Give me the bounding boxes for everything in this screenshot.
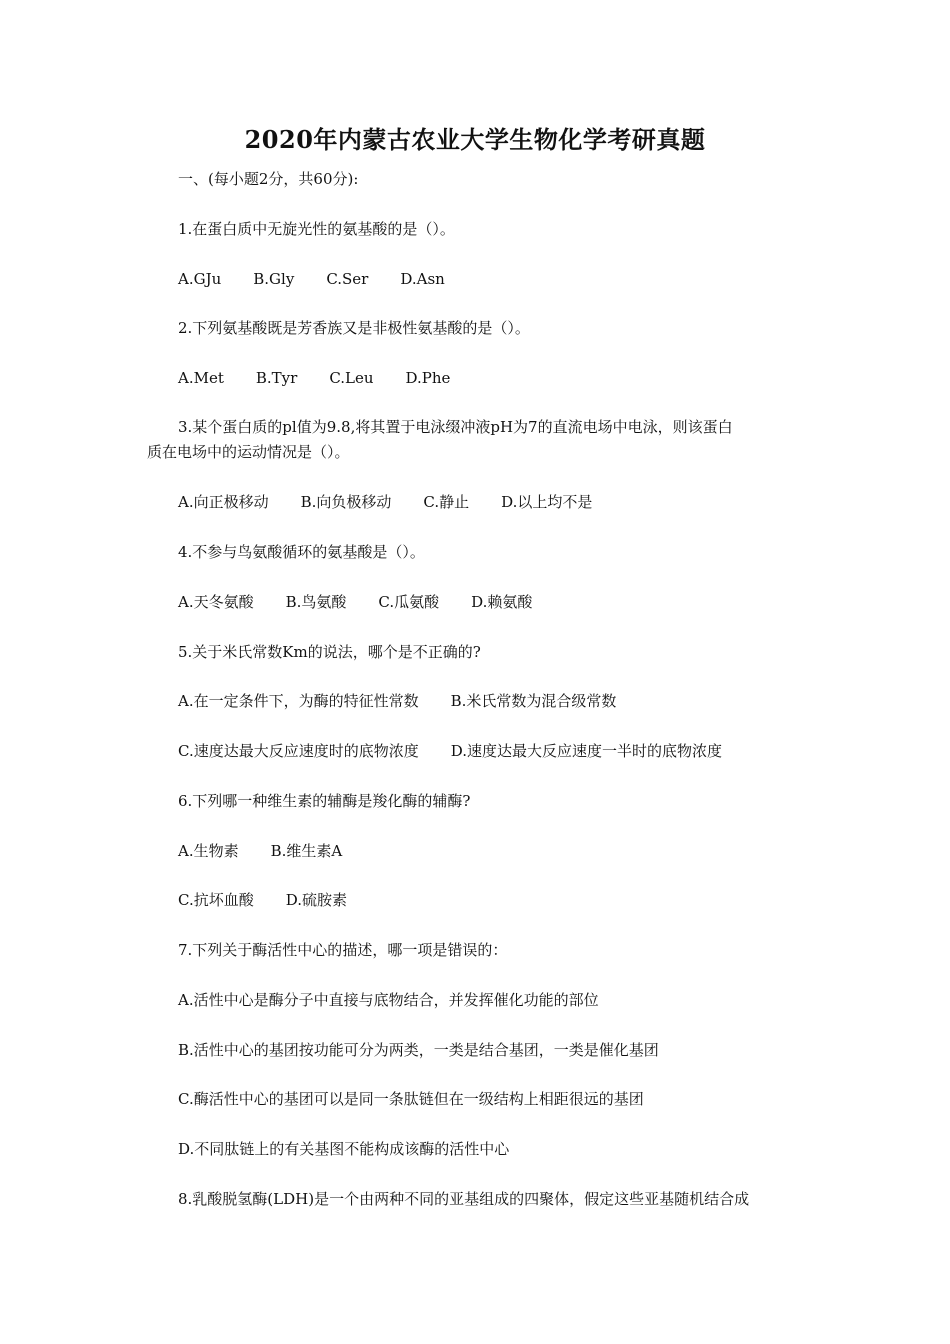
- q5-option-a: A.在一定条件下，为酶的特征性常数: [178, 692, 419, 710]
- q7-option-a: A.活性中心是酶分子中直接与底物结合，并发挥催化功能的部位: [178, 991, 599, 1009]
- question-2-options: [178, 366, 450, 390]
- q4-option-d: D.赖氨酸: [471, 593, 533, 611]
- question-6-text: 6.下列哪一种维生素的辅酶是羧化酶的辅酶?: [178, 792, 471, 810]
- q1-option-d: D.Asn: [400, 270, 445, 288]
- q2-option-c: C.Leu: [329, 369, 374, 387]
- q3-option-d: D.以上均不是: [501, 493, 593, 511]
- q6-option-b: B.维生素A: [270, 842, 343, 860]
- question-3-text-line1: 3.某个蛋白质的pl值为9.8,将其置于电泳缀冲液pH为7的直流电场中电泳，则该蛋白: [178, 418, 733, 436]
- q5-option-b: B.米氏常数为混合级常数: [450, 692, 617, 710]
- q1-option-b: B.Gly: [253, 270, 295, 288]
- q7-option-c: C.酶活性中心的基团可以是同一条肽链但在一级结构上相距很远的基团: [178, 1090, 644, 1108]
- question-5-text: 5.关于米氏常数Km的说法，哪个是不正确的?: [178, 643, 481, 661]
- q2-option-a: A.Met: [178, 369, 224, 387]
- q5-option-c: C.速度达最大反应速度时的底物浓度: [178, 742, 419, 760]
- q4-option-b: B.鸟氨酸: [285, 593, 347, 611]
- q2-option-d: D.Phe: [405, 369, 451, 387]
- question-4-options: [178, 590, 532, 614]
- q4-option-c: C.瓜氨酸: [378, 593, 440, 611]
- question-4-text: 4.不参与鸟氨酸循环的氨基酸是（）。: [178, 543, 425, 561]
- document-title: 2020年内蒙古农业大学生物化学考研真题: [244, 125, 706, 154]
- q5-option-d: D.速度达最大反应速度一半时的底物浓度: [450, 742, 722, 760]
- q3-option-c: C.静止: [423, 493, 470, 511]
- question-7-text: 7.下列关于酶活性中心的描述，哪一项是错误的：: [178, 941, 508, 959]
- q6-option-c: C.抗坏血酸: [178, 891, 254, 909]
- question-3-options: [178, 490, 592, 514]
- question-5-options-row2: [178, 739, 722, 763]
- question-6-options-row2: [178, 888, 347, 912]
- question-2-text: 2.下列氨基酸既是芳香族又是非极性氨基酸的是（）。: [178, 319, 530, 337]
- question-6-options-row1: [178, 839, 342, 863]
- q6-option-d: D.硫胺素: [285, 891, 347, 909]
- q7-option-d: D.不同肽链上的有关基图不能构成该酶的活性中心: [178, 1140, 510, 1158]
- q4-option-a: A.天冬氨酸: [178, 593, 254, 611]
- q1-option-c: C.Ser: [326, 270, 369, 288]
- q1-option-a: A.GJu: [178, 270, 222, 288]
- q6-option-a: A.生物素: [178, 842, 239, 860]
- q3-option-b: B.向负极移动: [300, 493, 392, 511]
- q2-option-b: B.Tyr: [255, 369, 298, 387]
- question-5-options-row1: [178, 689, 616, 713]
- question-8-text: 8.乳酸脱氢酶(LDH)是一个由两种不同的亚基组成的四聚体，假定这些亚基随机结合成: [178, 1190, 750, 1208]
- q7-option-b: B.活性中心的基团按功能可分为两类，一类是结合基团，一类是催化基团: [178, 1041, 659, 1059]
- question-3-text-line2: 质在电场中的运动情况是（）。: [147, 443, 350, 461]
- section-heading: 一、(每小题2分，共60分):: [178, 170, 359, 188]
- q3-option-a: A.向正极移动: [178, 493, 269, 511]
- question-1-options: [178, 267, 445, 291]
- question-1-text: 1.在蛋白质中无旋光性的氨基酸的是（）。: [178, 220, 455, 238]
